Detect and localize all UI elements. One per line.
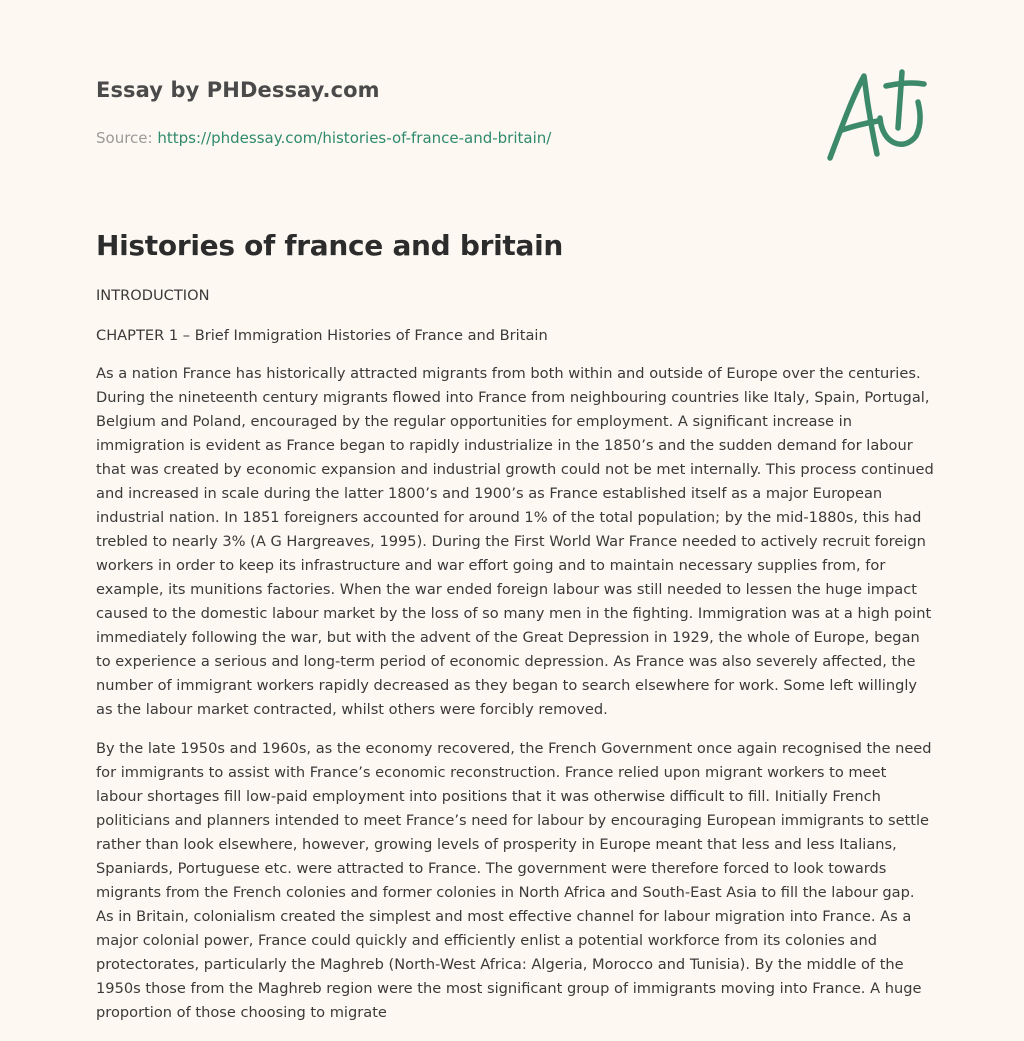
introduction-heading: INTRODUCTION: [96, 287, 210, 304]
logo-plus-horizontal: [886, 83, 924, 86]
source-line: [96, 128, 796, 148]
a-plus-logo: [820, 66, 930, 166]
essay-paragraph-1: As a nation France has historically attracted migrants from both within and outside of Europe over the centuries. During the nineteenth century migrants flowed into France from neighbouring countries like Italy, Spain, Portugal, Belgium and Poland, encouraged by the regular opportunities for employment. A significant increase in immigration is evident as France began to rapidly industrialize in the 1850’s and the sudden demand for labour that was created by economic expansion and industrial growth could not be met internally. This process continued and increased in scale during the latter 1800’s and 1900’s as France established itself as a major European industrial nation. In 1851 foreigners accounted for around 1% of the total population; by the mid-1880s, this had trebled to nearly 3% (A G Hargreaves, 1995). During the First World War France needed to actively recruit foreign workers in order to keep its infrastructure and war effort going and to maintain necessary supplies from, for example, its munitions factories. When the war ended foreign labour was still needed to lessen the huge impact caused to the domestic labour market by the loss of so many men in the fighting. Immigration was at a high point immediately following the war, but with the advent of the Great Depression in 1929, the whole of Europe, began to experience a serious and long-term period of economic depression. As France was also severely affected, the number of immigrant workers rapidly decreased as they began to search elsewhere for work. Some left willingly as the labour market contracted, whilst others were forcibly removed.: [96, 365, 934, 718]
chapter-heading: CHAPTER 1 – Brief Immigration Histories of France and Britain: [96, 327, 548, 344]
logo-plus-vertical: [898, 72, 902, 128]
essay-paragraph-2: By the late 1950s and 1960s, as the economy recovered, the French Government once again recognised the need for immigrants to assist with France’s economic reconstruction. France relied upon migrant workers to meet labour shortages fill low-paid employment into positions that it was otherwise difficult to fill. Initially French politicians and planners intended to meet France’s need for labour by encouraging European immigrants to settle rather than look elsewhere, however, growing levels of prosperity in Europe meant that less and less Italians, Spaniards, Portuguese etc. were attracted to France. The government were therefore forced to look towards migrants from the French colonies and former colonies in North Africa and South-East Asia to fill the labour gap. As in Britain, colonialism created the simplest and most effective channel for labour migration into France. As a major colonial power, France could quickly and efficiently enlist a potential workforce from its colonies and protectorates, particularly the Maghreb (North-West Africa: Algeria, Morocco and Tunisia). By the middle of the 1950s those from the Maghreb region were the most significant group of immigrants moving into France. A huge proportion of those choosing to migrate: [96, 740, 932, 1021]
document-header: [96, 76, 796, 148]
site-title: Essay by PHDessay.com: [96, 78, 380, 102]
logo-letter-a-stroke: [830, 76, 877, 158]
essay-body: [96, 228, 934, 1025]
source-link[interactable]: https://phdessay.com/histories-of-france-and-britain/: [157, 129, 552, 147]
essay-title: Histories of france and britain: [96, 229, 564, 262]
source-label: Source:: [96, 129, 153, 147]
